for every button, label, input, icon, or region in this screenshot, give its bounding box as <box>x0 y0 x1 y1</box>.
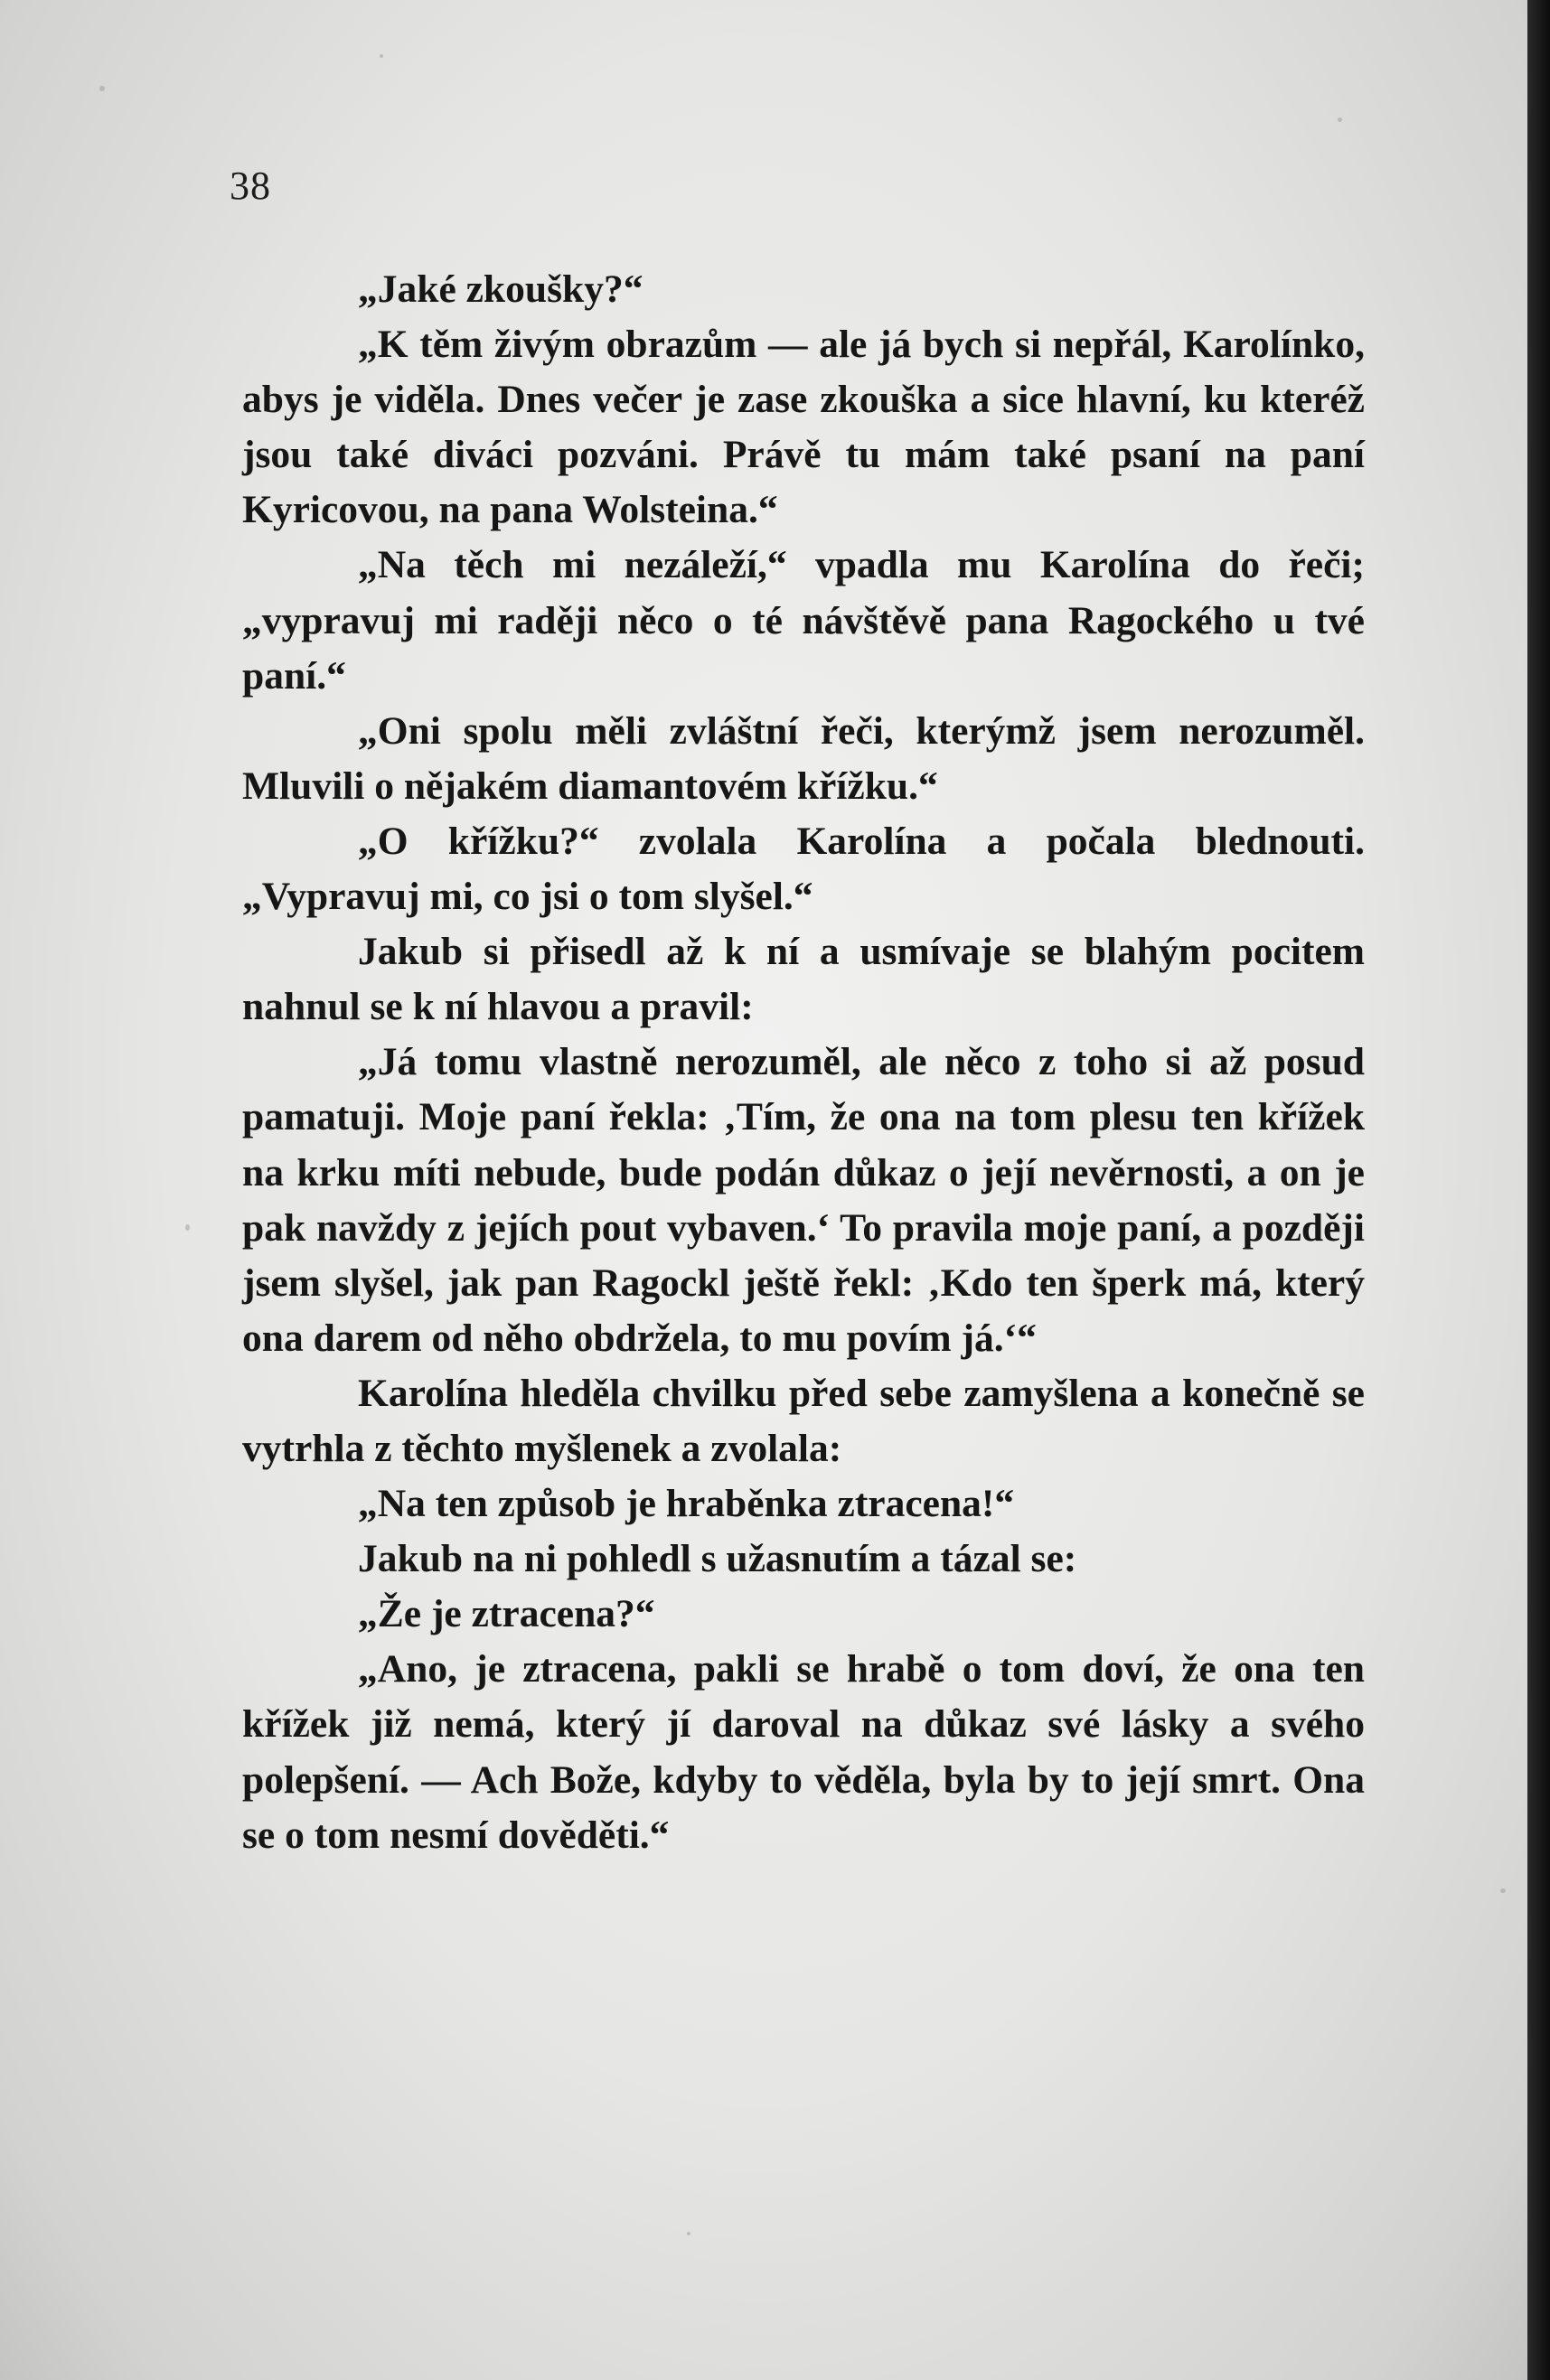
paragraph: „O křížku?“ zvolala Karolína a počala blednouti. „Vypravuj mi, co jsi o tom slyšel.“ <box>242 819 1365 919</box>
paragraph: Karolína hleděla chvilku před sebe zamyšlena a konečně se vytrhla z těchto myšlenek a zvolala: <box>242 1371 1365 1470</box>
paragraph: „K těm živým obrazům — ale já bych si nepřál, Karolínko, abys je viděla. Dnes večer je zase zkouška a sice hlavní, ku kteréž jsou také diváci pozváni. Právě tu mám také psaní na paní Kyricovou, na pana Wolsteina.“ <box>242 323 1365 532</box>
paper-speck <box>1338 117 1342 122</box>
paragraph: „Já tomu vlastně nerozuměl, ale něco z toho si až posud pamatuji. Moje paní řekla: ‚Tím, že ona na tom plesu ten křížek na krku míti nebude, bude podán důkaz o její nevěrnosti, a on je pak navždy z jejích pout vybaven.‘ To pravila moje paní, a později jsem slyšel, jak pan Ragockl ještě řekl: ‚Kdo ten šperk má, který ona darem od něho obdržela, to mu povím já.‘“ <box>242 1040 1365 1360</box>
paper-speck <box>1500 1888 1506 1893</box>
paper-speck <box>99 86 105 91</box>
paragraph: Jakub na ni pohledl s užasnutím a tázal se: <box>358 1537 1077 1581</box>
page-body <box>242 262 1365 1863</box>
paper-speck <box>687 2232 690 2235</box>
page-edge-shadow <box>1527 0 1550 2380</box>
paragraph: „Oni spolu měli zvláštní řeči, kterýmž jsem nerozuměl. Mluvili o nějakém diamantovém křížku.“ <box>242 708 1365 808</box>
paragraph: „Na těch mi nezáleží,“ vpadla mu Karolína do řeči; „vypravuj mi raději něco o té návštěvě pana Ragockého u tvé paní.“ <box>242 543 1365 698</box>
page-number: 38 <box>230 164 271 208</box>
paper-speck <box>185 1224 190 1231</box>
paper-speck <box>380 54 383 58</box>
paragraph: „Ano, je ztracena, pakli se hrabě o tom doví, že ona ten křížek již nemá, který jí daroval na důkaz své lásky a svého polepšení. — Ach Bože, kdyby to věděla, byla by to její smrt. Ona se o tom nesmí dověděti.“ <box>242 1647 1365 1857</box>
paragraph: „Na ten způsob je hraběnka ztracena!“ <box>358 1482 1015 1526</box>
paragraph: „Jaké zkoušky?“ <box>358 267 643 311</box>
paragraph: Jakub si přisedl až k ní a usmívaje se blahým pocitem nahnul se k ní hlavou a pravil: <box>242 930 1365 1029</box>
paragraph: „Že je ztracena?“ <box>358 1592 655 1636</box>
